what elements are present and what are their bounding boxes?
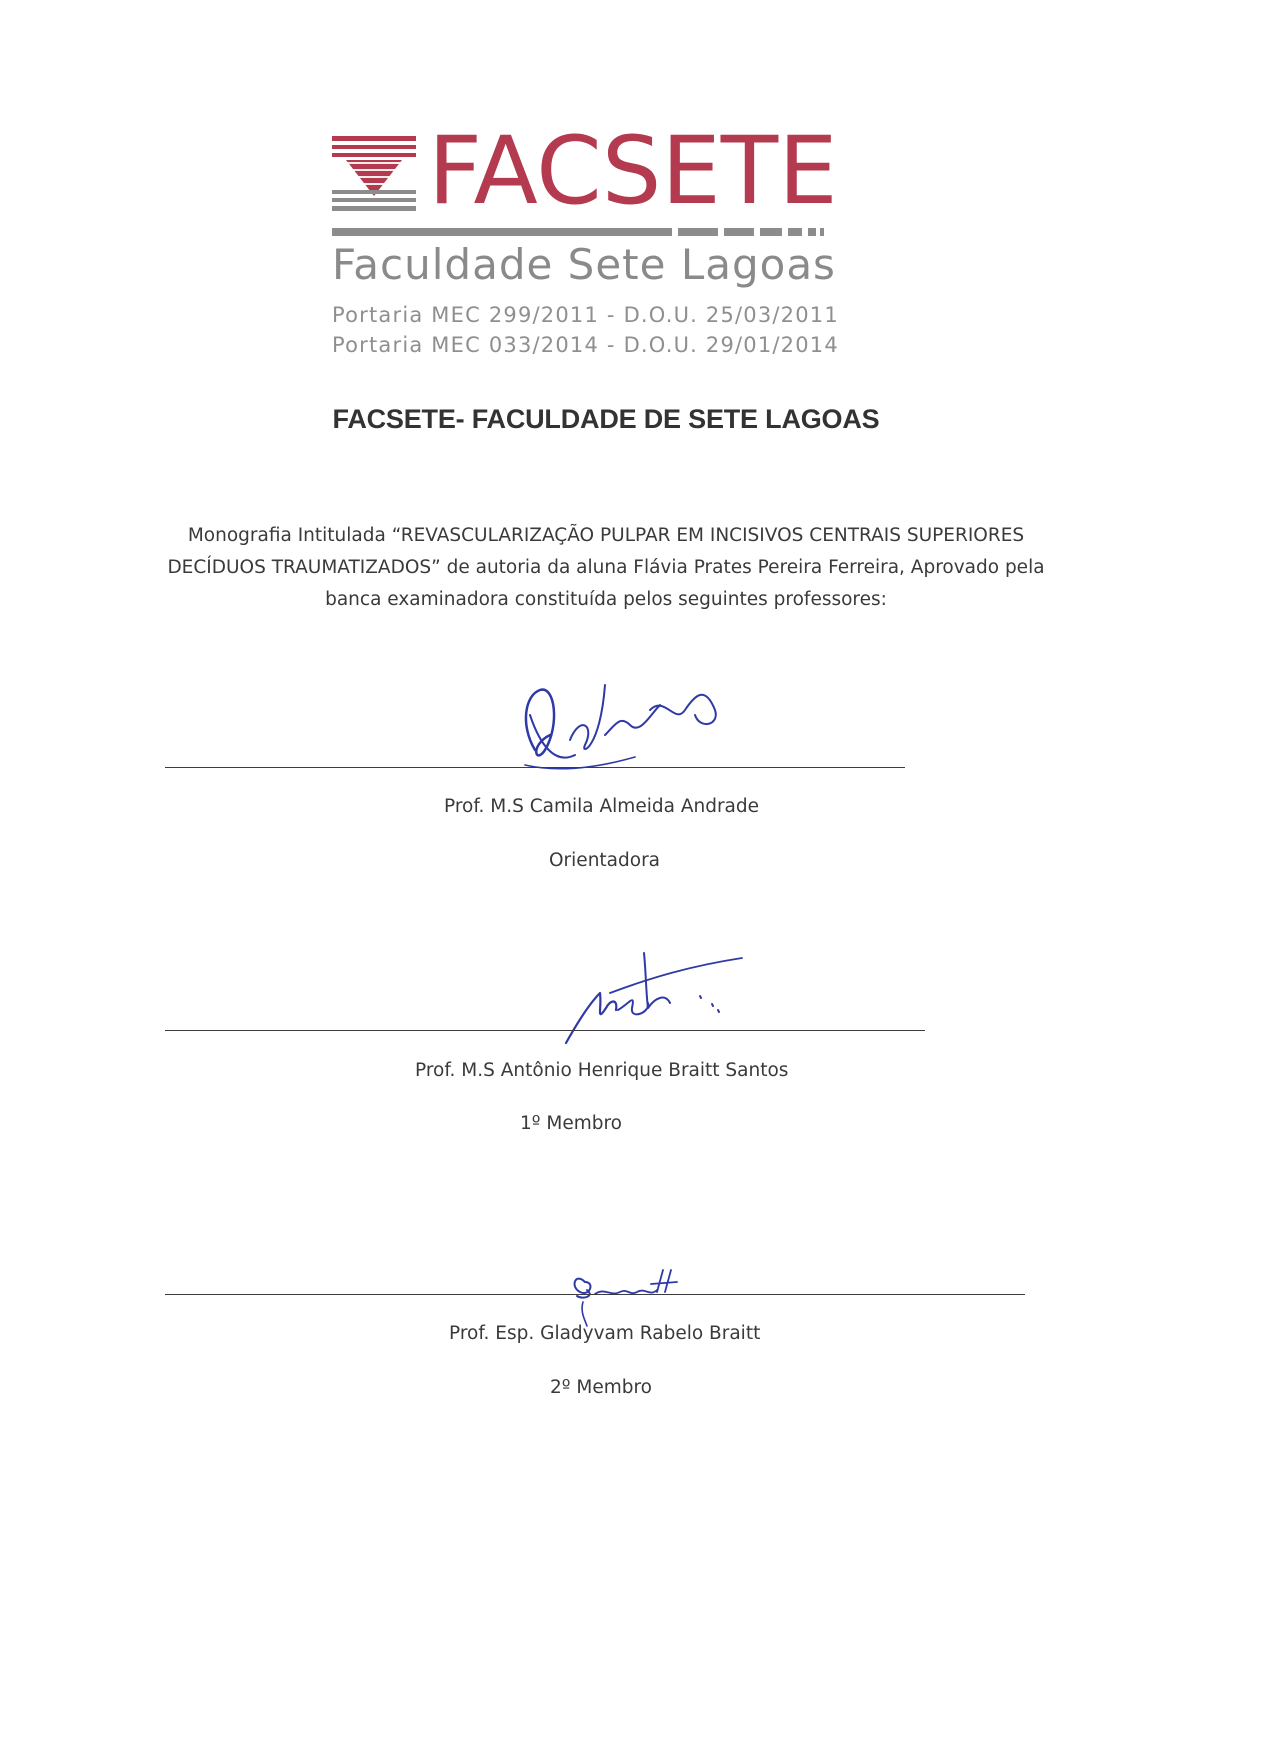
signatory-role-3: 2º Membro xyxy=(550,1377,652,1398)
signatory-name-3: Prof. Esp. Gladyvam Rabelo Braitt xyxy=(449,1323,761,1344)
signature-line-2 xyxy=(165,1030,925,1031)
signature-braitt xyxy=(565,1262,685,1332)
signatory-name-2: Prof. M.S Antônio Henrique Braitt Santos xyxy=(415,1060,789,1081)
logo-wordmark: FACSETE xyxy=(428,117,838,226)
logo-divider-bar xyxy=(332,226,824,238)
signature-braitt-santos xyxy=(560,948,750,1048)
signature-line-1 xyxy=(165,767,905,768)
signature-andrade xyxy=(500,655,730,785)
facsete-emblem-icon xyxy=(332,136,416,214)
logo-tagline: Faculdade Sete Lagoas xyxy=(332,240,836,289)
portaria-line-2: Portaria MEC 033/2014 - D.O.U. 29/01/2014 xyxy=(332,333,839,357)
approval-statement: Monografia Intitulada “REVASCULARIZAÇÃO PULPAR EM INCISIVOS CENTRAIS SUPERIORES DECÍDUOS TRAUMATIZADOS” de autoria da aluna Flávia Prates Pereira Ferreira, Aprovado pela banca examinadora constituída pelos seguintes professores: xyxy=(167,525,1045,610)
signature-line-3 xyxy=(165,1294,1025,1295)
signatory-role-2: 1º Membro xyxy=(520,1113,622,1134)
portaria-line-1: Portaria MEC 299/2011 - D.O.U. 25/03/2011 xyxy=(332,303,839,327)
signatory-name-1: Prof. M.S Camila Almeida Andrade xyxy=(444,796,760,817)
institution-heading: FACSETE- FACULDADE DE SETE LAGOAS xyxy=(332,404,880,434)
facsete-logo xyxy=(332,117,839,362)
signatory-role-1: Orientadora xyxy=(549,850,661,871)
